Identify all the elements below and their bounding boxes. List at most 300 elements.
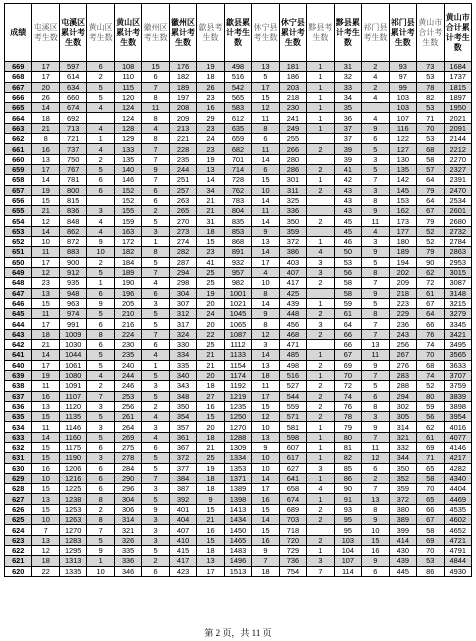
page-footer: 第 2 页，共 11 页 <box>204 628 272 638</box>
count-cell: 13 <box>32 288 59 298</box>
count-cell: 1465 <box>224 535 251 545</box>
score-cell: 645 <box>5 309 32 319</box>
count-cell: 8 <box>362 195 389 205</box>
count-cell: 276 <box>389 360 416 370</box>
count-cell: 6 <box>142 195 169 205</box>
count-cell: 583 <box>224 103 251 113</box>
count-cell: 12 <box>32 267 59 277</box>
count-cell: 14 <box>252 216 279 226</box>
count-cell: 64 <box>334 319 361 329</box>
count-cell: 11 <box>32 309 59 319</box>
count-cell: 6 <box>87 473 114 483</box>
score-cell: 632 <box>5 442 32 452</box>
count-cell: 6 <box>142 340 169 350</box>
count-cell: 13 <box>252 360 279 370</box>
count-cell: 2 <box>307 185 334 195</box>
count-cell: 19 <box>32 370 59 380</box>
count-cell: 12 <box>252 329 279 339</box>
count-cell: 266 <box>279 144 306 154</box>
count-cell: 18 <box>197 226 224 236</box>
count-cell: 5 <box>362 164 389 174</box>
count-cell: 124 <box>114 103 141 113</box>
count-cell: 4146 <box>444 442 472 452</box>
count-cell: 67 <box>417 298 444 308</box>
count-cell: 173 <box>389 216 416 226</box>
count-cell: 122 <box>389 134 416 144</box>
count-cell: 689 <box>279 504 306 514</box>
count-cell: 3 <box>142 525 169 535</box>
count-cell: 407 <box>169 525 196 535</box>
count-cell: 804 <box>224 206 251 216</box>
count-cell: 85 <box>334 463 361 473</box>
count-cell: 1 <box>307 103 334 113</box>
count-cell: 120 <box>114 92 141 102</box>
count-cell: 312 <box>169 309 196 319</box>
count-cell: 1091 <box>59 381 86 391</box>
count-cell: 181 <box>279 62 306 72</box>
count-cell: 35 <box>334 103 361 113</box>
column-header <box>114 4 141 62</box>
count-cell: 37 <box>334 123 361 133</box>
count-cell: 2 <box>307 329 334 339</box>
count-cell: 1190 <box>59 453 86 463</box>
count-cell: 15 <box>142 62 169 72</box>
count-cell: 13 <box>197 556 224 566</box>
count-cell: 57 <box>417 164 444 174</box>
count-cell: 155 <box>114 206 141 216</box>
count-cell: 78 <box>417 82 444 92</box>
count-cell: 713 <box>59 123 86 133</box>
count-cell: 11 <box>362 350 389 360</box>
count-cell: 334 <box>169 350 196 360</box>
count-cell: 5 <box>142 370 169 380</box>
count-cell: 4 <box>87 216 114 226</box>
count-cell: 257 <box>169 185 196 195</box>
column-header-label: 歙县考生数 <box>198 22 223 42</box>
count-cell: 103 <box>389 92 416 102</box>
count-cell: 1001 <box>224 288 251 298</box>
count-cell: 8 <box>87 329 114 339</box>
count-cell: 883 <box>59 247 86 257</box>
count-cell: 1513 <box>224 566 251 576</box>
count-cell: 8 <box>142 247 169 257</box>
count-cell: 527 <box>279 381 306 391</box>
column-header <box>87 4 114 62</box>
count-cell: 8 <box>32 134 59 144</box>
count-cell: 4077 <box>444 432 472 442</box>
count-cell: 70 <box>417 123 444 133</box>
count-cell: 79 <box>417 247 444 257</box>
count-cell: 326 <box>114 535 141 545</box>
count-cell: 76 <box>334 401 361 411</box>
count-cell: 1 <box>142 360 169 370</box>
count-cell: 15 <box>252 401 279 411</box>
count-cell: 4404 <box>444 484 472 494</box>
table-row <box>5 267 472 277</box>
count-cell: 1270 <box>224 422 251 432</box>
count-cell: 5 <box>87 350 114 360</box>
count-cell: 2091 <box>444 123 472 133</box>
count-cell: 7 <box>362 319 389 329</box>
table-row <box>5 123 472 133</box>
count-cell: 718 <box>279 525 306 535</box>
score-cell: 639 <box>5 370 32 380</box>
count-cell: 61 <box>417 432 444 442</box>
count-cell: 912 <box>59 267 86 277</box>
count-cell: 314 <box>389 422 416 432</box>
count-cell: 296 <box>114 484 141 494</box>
count-cell: 14 <box>252 247 279 257</box>
count-cell: 4 <box>87 103 114 113</box>
score-distribution-table-container <box>4 3 472 577</box>
score-cell: 658 <box>5 175 32 185</box>
count-cell: 5 <box>87 164 114 174</box>
count-cell: 10 <box>252 453 279 463</box>
count-cell: 42 <box>334 175 361 185</box>
table-row <box>5 144 472 154</box>
count-cell: 241 <box>279 113 306 123</box>
count-cell: 15 <box>252 175 279 185</box>
count-cell: 2212 <box>444 144 472 154</box>
count-cell: 205 <box>114 298 141 308</box>
count-cell: 78 <box>334 412 361 422</box>
count-cell: 1080 <box>59 370 86 380</box>
count-cell: 6 <box>142 566 169 576</box>
count-cell: 5 <box>87 82 114 92</box>
count-cell: 62 <box>417 422 444 432</box>
count-cell: 456 <box>279 319 306 329</box>
count-cell: 1398 <box>224 494 251 504</box>
column-header-label: 歙县累计考生数 <box>225 17 250 47</box>
count-cell: 208 <box>169 103 196 113</box>
table-row <box>5 515 472 525</box>
count-cell: 21 <box>197 515 224 525</box>
count-cell: 15 <box>252 504 279 514</box>
score-cell: 634 <box>5 422 32 432</box>
count-cell: 6 <box>252 164 279 174</box>
count-cell: 15 <box>197 412 224 422</box>
count-cell: 13 <box>252 432 279 442</box>
count-cell: 692 <box>59 113 86 123</box>
count-cell: 41 <box>334 164 361 174</box>
count-cell: 336 <box>114 556 141 566</box>
count-cell: 868 <box>224 237 251 247</box>
count-cell: 1270 <box>59 525 86 535</box>
table-row <box>5 103 472 113</box>
count-cell: 23 <box>197 123 224 133</box>
score-cell: 646 <box>5 298 32 308</box>
count-cell: 1 <box>307 175 334 185</box>
count-cell: 14 <box>197 175 224 185</box>
count-cell: 4721 <box>444 535 472 545</box>
count-cell: 76 <box>417 329 444 339</box>
count-cell: 172 <box>114 237 141 247</box>
count-cell: 321 <box>114 525 141 535</box>
count-cell: 269 <box>114 432 141 442</box>
count-cell: 34 <box>197 185 224 195</box>
count-cell: 146 <box>114 175 141 185</box>
count-cell: 399 <box>389 525 416 535</box>
count-cell: 6 <box>87 484 114 494</box>
count-cell: 6 <box>87 340 114 350</box>
count-cell: 13 <box>197 164 224 174</box>
count-cell: 17 <box>252 82 279 92</box>
table-row <box>5 134 472 144</box>
column-header <box>252 4 279 62</box>
count-cell: 9 <box>362 247 389 257</box>
count-cell: 1 <box>307 72 334 82</box>
count-cell: 71 <box>417 453 444 463</box>
count-cell: 4 <box>307 484 334 494</box>
count-cell: 18 <box>32 113 59 123</box>
count-cell: 392 <box>169 494 196 504</box>
table-row <box>5 535 472 545</box>
count-cell: 37 <box>334 134 361 144</box>
count-cell: 17 <box>252 484 279 494</box>
count-cell: 1087 <box>224 329 251 339</box>
count-cell: 324 <box>169 329 196 339</box>
count-cell: 701 <box>224 154 251 164</box>
count-cell: 2 <box>307 412 334 422</box>
count-cell: 10 <box>252 422 279 432</box>
count-cell: 4 <box>362 226 389 236</box>
score-cell: 629 <box>5 473 32 483</box>
count-cell: 468 <box>279 329 306 339</box>
count-cell: 14 <box>252 473 279 483</box>
count-cell: 498 <box>279 360 306 370</box>
count-cell: 3 <box>307 257 334 267</box>
count-cell: 22 <box>32 566 59 576</box>
column-header <box>197 4 224 62</box>
count-cell: 10 <box>252 278 279 288</box>
table-row <box>5 319 472 329</box>
count-cell: 1 <box>307 432 334 442</box>
score-cell: 641 <box>5 350 32 360</box>
count-cell: 5 <box>252 72 279 82</box>
count-cell: 1413 <box>224 504 251 514</box>
table-row <box>5 453 472 463</box>
count-cell: 17 <box>252 391 279 401</box>
count-cell: 1 <box>307 298 334 308</box>
count-cell: 2732 <box>444 226 472 236</box>
count-cell: 9 <box>197 494 224 504</box>
count-cell: 251 <box>169 175 196 185</box>
count-cell: 180 <box>389 237 416 247</box>
count-cell: 278 <box>114 453 141 463</box>
count-cell <box>307 134 334 144</box>
count-cell: 18 <box>252 566 279 576</box>
count-cell: 11 <box>32 422 59 432</box>
count-cell: 2 <box>362 82 389 92</box>
count-cell: 13 <box>362 494 389 504</box>
count-cell: 729 <box>279 545 306 555</box>
count-cell: 287 <box>169 257 196 267</box>
count-cell: 12 <box>32 545 59 555</box>
count-cell: 10 <box>87 247 114 257</box>
count-cell: 6 <box>362 566 389 576</box>
count-cell: 835 <box>224 216 251 226</box>
score-cell: 642 <box>5 340 32 350</box>
count-cell: 4 <box>142 123 169 133</box>
count-cell: 4930 <box>444 566 472 576</box>
count-cell: 8 <box>252 123 279 133</box>
count-cell: 50 <box>334 247 361 257</box>
count-cell: 18 <box>197 381 224 391</box>
count-cell: 325 <box>279 195 306 205</box>
count-cell: 1045 <box>224 309 251 319</box>
count-cell: 900 <box>59 257 86 267</box>
count-cell: 39 <box>334 154 361 164</box>
count-cell: 1 <box>87 278 114 288</box>
table-row <box>5 309 472 319</box>
count-cell: 15 <box>32 298 59 308</box>
count-cell: 2680 <box>444 216 472 226</box>
count-cell: 14 <box>32 432 59 442</box>
count-cell: 19 <box>197 154 224 164</box>
count-cell: 80 <box>417 391 444 401</box>
count-cell: 66 <box>334 340 361 350</box>
count-cell: 660 <box>59 92 86 102</box>
table-row <box>5 566 472 576</box>
count-cell: 13 <box>32 154 59 164</box>
count-cell: 284 <box>114 463 141 473</box>
count-cell: 282 <box>169 247 196 257</box>
count-cell <box>307 288 334 298</box>
count-cell: 4469 <box>444 494 472 504</box>
count-cell: 14 <box>252 515 279 525</box>
count-cell: 5 <box>142 453 169 463</box>
table-row <box>5 391 472 401</box>
count-cell: 8 <box>142 92 169 102</box>
count-cell: 598 <box>279 432 306 442</box>
count-cell: 736 <box>279 556 306 566</box>
count-cell: 3 <box>142 535 169 545</box>
count-cell: 24 <box>197 309 224 319</box>
count-cell: 210 <box>114 309 141 319</box>
count-cell: 25 <box>197 267 224 277</box>
count-cell: 79 <box>334 422 361 432</box>
count-cell: 336 <box>279 206 306 216</box>
count-cell: 6 <box>142 442 169 452</box>
score-cell: 623 <box>5 535 32 545</box>
count-cell: 1 <box>87 134 114 144</box>
score-cell: 633 <box>5 432 32 442</box>
count-cell: 7 <box>362 175 389 185</box>
count-cell: 99 <box>389 82 416 92</box>
count-cell: 270 <box>169 216 196 226</box>
count-cell: 52 <box>417 237 444 247</box>
count-cell: 343 <box>169 381 196 391</box>
score-cell: 621 <box>5 556 32 566</box>
count-cell: 617 <box>279 453 306 463</box>
count-cell: 10 <box>32 473 59 483</box>
count-cell: 498 <box>224 62 251 72</box>
count-cell: 189 <box>114 267 141 277</box>
count-cell: 1 <box>307 453 334 463</box>
table-row <box>5 195 472 205</box>
count-cell: 18 <box>32 556 59 566</box>
count-cell: 23 <box>32 278 59 288</box>
count-cell: 56 <box>334 267 361 277</box>
count-cell: 90 <box>417 257 444 267</box>
count-cell: 13 <box>32 401 59 411</box>
count-cell: 471 <box>279 340 306 350</box>
count-cell: 31 <box>197 216 224 226</box>
count-cell: 230 <box>279 103 306 113</box>
count-cell: 12 <box>362 453 389 463</box>
count-cell: 18 <box>197 484 224 494</box>
count-cell: 209 <box>389 278 416 288</box>
count-cell: 641 <box>279 473 306 483</box>
column-header-label: 黄山区累计考生数 <box>116 17 141 47</box>
count-cell: 872 <box>59 237 86 247</box>
table-row <box>5 237 472 247</box>
column-header-label: 成绩 <box>10 27 27 37</box>
count-cell: 58 <box>334 278 361 288</box>
count-cell: 3954 <box>444 412 472 422</box>
count-cell: 3565 <box>444 350 472 360</box>
count-cell: 25 <box>197 278 224 288</box>
count-cell: 189 <box>389 247 416 257</box>
count-cell: 1133 <box>224 350 251 360</box>
count-cell: 2 <box>362 473 389 483</box>
count-cell: 2 <box>142 401 169 411</box>
count-cell: 1120 <box>59 401 86 411</box>
count-cell: 3 <box>362 237 389 247</box>
count-cell: 15 <box>197 237 224 247</box>
count-cell <box>307 154 334 164</box>
count-cell: 3 <box>307 556 334 566</box>
count-cell: 2 <box>307 535 334 545</box>
count-cell: 103 <box>389 103 416 113</box>
count-cell: 177 <box>389 226 416 236</box>
count-cell: 1288 <box>224 432 251 442</box>
count-cell: 7 <box>87 391 114 401</box>
count-cell: 2 <box>307 309 334 319</box>
count-cell: 357 <box>169 422 196 432</box>
count-cell: 3 <box>307 267 334 277</box>
table-row <box>5 350 472 360</box>
column-header-label: 黄山区考生数 <box>88 22 113 42</box>
table-row <box>5 442 472 452</box>
table-row <box>5 257 472 267</box>
count-cell: 82 <box>417 92 444 102</box>
count-cell: 5 <box>87 432 114 442</box>
count-cell: 253 <box>114 391 141 401</box>
count-cell: 4 <box>142 412 169 422</box>
count-cell: 56 <box>417 412 444 422</box>
column-header-label: 黄山市合计累计考生数 <box>445 12 470 52</box>
count-cell: 3 <box>362 185 389 195</box>
count-cell: 12 <box>32 216 59 226</box>
count-cell: 6 <box>87 463 114 473</box>
count-cell: 8 <box>87 494 114 504</box>
count-cell: 1253 <box>59 504 86 514</box>
table-row <box>5 247 472 257</box>
count-cell: 516 <box>224 72 251 82</box>
count-cell: 8 <box>362 267 389 277</box>
count-cell: 196 <box>114 288 141 298</box>
count-cell: 7 <box>362 370 389 380</box>
count-cell: 9 <box>362 515 389 525</box>
count-cell: 1044 <box>59 350 86 360</box>
table-body <box>5 62 472 577</box>
count-cell: 361 <box>169 432 196 442</box>
count-cell: 932 <box>224 257 251 267</box>
count-cell: 2 <box>307 278 334 288</box>
count-cell: 1 <box>307 370 334 380</box>
count-cell: 2270 <box>444 154 472 164</box>
